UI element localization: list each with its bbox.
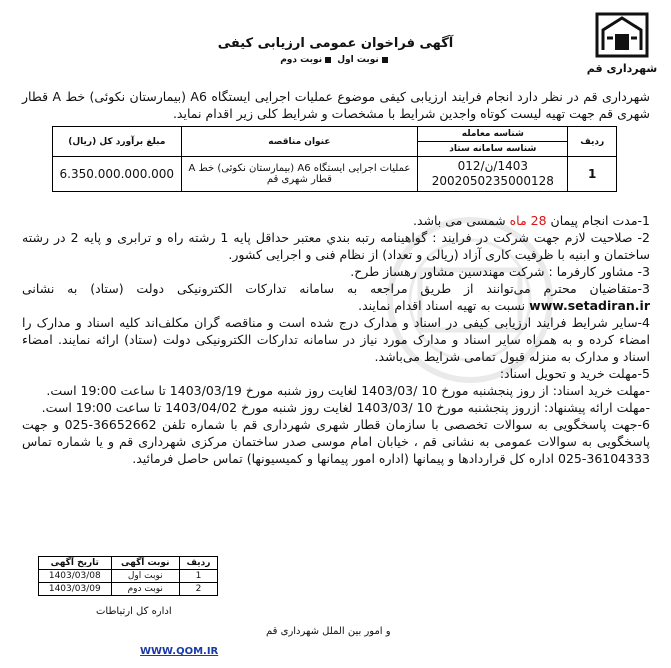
table-row: 2 نوبت دوم 1403/03/09	[39, 583, 218, 596]
col-amount: مبلغ برآورد کل (ریال)	[53, 127, 182, 157]
conditions-list	[22, 212, 650, 467]
cell-setad-id: 2002050235000128	[431, 174, 554, 188]
item-contact: 6-جهت پاسخگویی به سوالات تخصصی با سازمان قطار شهری شهرداری قم با شماره تلفن 36652662-025 و جهت پاسخگویی به سوالات عمومی به نشانی قم ، خیابان امام موسی صدر ساختمان مرکزی شهرداری قم و یا شماره تماس 36104333-025 اداره کل قراردادها و پیمانها (اداره امور پیمانها و کمیسیونها) تماس حاصل فرمائید.	[22, 417, 650, 466]
notice-rounds: نوبت اول نوبت دوم	[0, 55, 671, 65]
table-row: 1 نوبت اول 1403/03/08	[39, 570, 218, 583]
col-date: تاریخ آگهی	[39, 557, 112, 570]
cell-transaction-id: 1403/ن/012	[457, 159, 528, 173]
intro-paragraph: شهرداری قم در نظر دارد انجام فرایند ارزیابی کیفی موضوع عملیات اجرایی ایستگاه A6 (بیمارستان نکوئی) خط A قطار شهری قم جهت تهیه لیست کوتاه واجدین شرایط با مشخصات و شرایط کلی زیر اقدام نماید.	[22, 89, 650, 121]
footer-dept: اداره کل ارتباطات	[96, 606, 172, 617]
cell-amount: 6.350.000.000.000	[53, 157, 182, 192]
website-link[interactable]: WWW.QOM.IR	[140, 646, 219, 657]
notice-dates-table	[38, 556, 218, 596]
cell-title: عملیات اجرایی ایستگاه A6 (بیمارستان نکوئی) خط A قطار شهری قم	[181, 157, 418, 192]
svg-text:شهرداری قم: شهرداری قم	[586, 62, 658, 75]
tender-table	[52, 126, 617, 192]
col-row: ردیف	[568, 127, 617, 157]
footer-dept-2: و امور بین الملل شهرداری قم	[266, 626, 391, 637]
item-duration: 1-مدت انجام پیمان 28 ماه شمسی می باشد.	[412, 213, 650, 228]
table-row	[53, 157, 617, 192]
item-deadlines: 5-مهلت خرید و تحویل اسناد:	[499, 366, 650, 381]
cell-index: 1	[568, 157, 617, 192]
col-transaction: شناسه معامله	[418, 127, 568, 142]
setad-link[interactable]: www.setadiran.ir	[529, 298, 650, 313]
page-title: آگهی فراخوان عمومی ارزیابی کیفی	[217, 36, 454, 51]
item-submit-deadline: -مهلت ارائه پیشنهاد: ازروز پنجشنبه مورخ 10 /1403/03 لغایت روز شنبه مورخ 1403/04/02 تا ساعت 19:00 است.	[41, 400, 650, 415]
item-other-conditions: 4-سایر شرایط فرایند ارزیابی کیفی در اسناد و مدارک درج شده است و مناقصه گران مکلف‌اند کلیه اسناد و مدارک را امضاء کرده و به همراه سایر اسناد و مدارک مورد نیاز در سامانه تدارکات الکترونیکی دولت (ستاد) ارائه نمایند. امضاء اسناد و مدارک به منزله قبول تمامی شرایط می‌باشد.	[22, 315, 650, 364]
cell-ids	[418, 157, 568, 192]
item-qualification: 2- صلاحیت لازم جهت شرکت در فرایند : گواهینامه رتبه بندي معتبر حداقل پایه 1 رشته راه و ترابری و پایه 2 در رشته ساختمان و ابنیه با ظرفیت کاری آزاد (ریالی و تعداد) از نظام فنی و اجرایی کشور.	[22, 230, 650, 262]
col-title: عنوان مناقصه	[181, 127, 418, 157]
duration-value: 28 ماه	[509, 213, 547, 228]
item-setad: 3-متقاضیان محترم می‌توانند از طریق مراجعه به سامانه تدارکات الکترونیکی دولت (ستاد) به نشانی www.setadiran.ir نسبت به تهیه اسناد اقدام نمایند.	[22, 281, 650, 313]
col-notice: نوبت آگهی	[111, 557, 179, 570]
col-dates-row: ردیف	[179, 557, 217, 570]
item-consultant: 3- مشاور کارفرما : شرکت مهندسین مشاور رهساز طرح.	[350, 264, 650, 279]
col-setad: شناسه سامانه ستاد	[418, 142, 568, 157]
item-buy-deadline: -مهلت خرید اسناد: از روز پنجشنبه مورخ 10 /1403/03 لغایت روز شنبه مورخ 1403/03/19 تا ساعت 19:00 است.	[46, 383, 650, 398]
